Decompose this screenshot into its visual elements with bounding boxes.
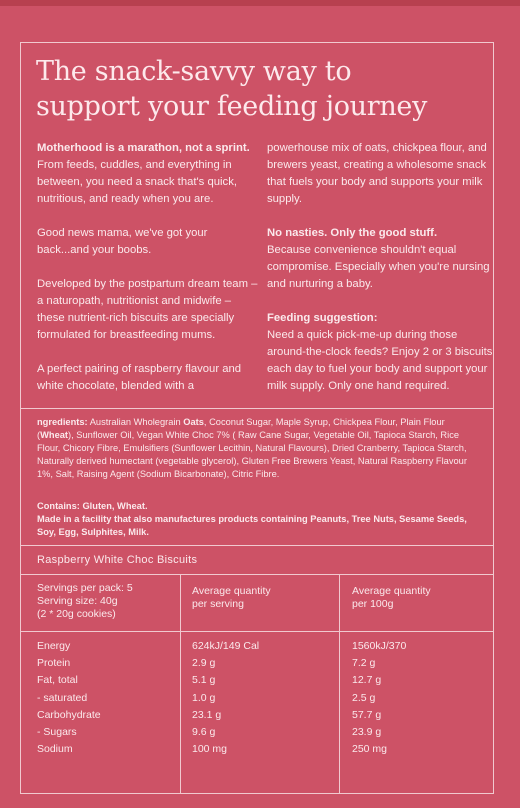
nutrient-label: Fat, total <box>37 674 78 687</box>
nutrient-label: - saturated <box>37 691 88 704</box>
header-per-serving-line-2: per serving <box>192 598 244 610</box>
nutrient-label: Protein <box>37 657 71 670</box>
feeding-paragraph <box>267 310 493 395</box>
divider-nutrition-top <box>21 545 493 546</box>
nutrient-per-100g: 12.7 g <box>352 674 382 687</box>
serving-info <box>37 582 133 621</box>
ingredients-part-1: Australian Wholegrain <box>89 417 181 427</box>
ingredients-text <box>37 416 477 481</box>
servings-per-pack: Servings per pack: 5 <box>37 582 133 594</box>
no-nasties-paragraph <box>267 225 493 293</box>
header-per-serving <box>192 585 271 611</box>
ingredient-oats: Oats <box>183 417 204 427</box>
headline-line-2: support your feeding journey <box>36 91 428 122</box>
headline <box>36 54 496 124</box>
no-nasties-text: Because convenience shouldn't equal compromise. Especially when you're nursing and nurturing a baby. <box>267 244 490 290</box>
ingredients-part-3: ), Sunflower Oil, Vegan White Choc 7% ( Raw Cane Sugar, Vegetable Oil, Tapioca Starch, Rice Flour, Chicory Fibre, Emulsifiers (Sunflower Lecithin, Natural Flavours), Dried Cranberry, Tapioca Starch, Naturally derived humectant (vegetable glycerol), Gluten Free Brewers Yeast, Natural Raspberry Flavour 1%, Salt, Raising Agent (Sodium Bicarbonate), Citric Fibre. <box>37 430 467 479</box>
ingredient-wheat: Wheat <box>40 430 69 440</box>
divider-nutrition-rows <box>21 631 493 632</box>
divider-ingredients <box>21 408 493 409</box>
intro-text: From feeds, cuddles, and everything in between, you need a snack that's quick, nutritious, and ready when you are. <box>37 159 237 205</box>
right-column <box>267 140 493 412</box>
facility-line: Made in a facility that also manufactures products containing Peanuts, Tree Nuts, Sesame Seeds, Soy, Egg, Sulphites, Milk. <box>37 514 467 537</box>
nutrient-per-serving: 2.9 g <box>192 657 216 670</box>
serving-detail: (2 * 20g cookies) <box>37 608 116 620</box>
nutrient-per-serving: 5.1 g <box>192 674 216 687</box>
feeding-text: Need a quick pick-me-up during those around-the-clock feeds? Enjoy 2 or 3 biscuits each day to fuel your body and support your milk supply. Only one hand required. <box>267 329 493 392</box>
nutrient-per-serving: 23.1 g <box>192 708 222 721</box>
contains-line: Contains: Gluten, Wheat. <box>37 501 148 511</box>
nutrient-per-100g: 1560kJ/370 <box>352 640 407 652</box>
left-column <box>37 140 259 412</box>
no-nasties-bold: No nasties. Only the good stuff. <box>267 227 438 239</box>
divider-nutrition-header <box>21 574 493 575</box>
good-news-paragraph: Good news mama, we've got your back...and your boobs. <box>37 227 208 256</box>
nutrient-per-serving: 624kJ/149 Cal <box>192 640 260 652</box>
nutrient-per-serving: 1.0 g <box>192 691 216 704</box>
ingredients-part-2: , Coconut Sugar, Maple Syrup, Chickpea Flour, Plain Flour ( <box>37 417 445 440</box>
serving-size: Serving size: 40g <box>37 595 118 607</box>
column-divider-1 <box>180 575 181 794</box>
top-edge <box>0 0 520 6</box>
nutrient-label: Energy <box>37 640 71 652</box>
allergen-statement <box>37 500 477 539</box>
intro-paragraph <box>37 140 259 208</box>
nutrient-per-serving: 9.6 g <box>192 726 216 738</box>
nutrient-per-100g: 57.7 g <box>352 708 382 721</box>
header-per-serving-line-1: Average quantity <box>192 585 271 597</box>
column-divider-2 <box>339 575 340 794</box>
ingredients-label: ngredients: <box>37 417 88 427</box>
header-per-100g <box>352 585 431 611</box>
nutrient-label: Sodium <box>37 743 73 756</box>
headline-line-1: The snack-savvy way to <box>36 56 352 87</box>
nutrient-per-100g: 2.5 g <box>352 691 376 704</box>
nutrient-per-100g: 7.2 g <box>352 657 376 670</box>
header-per-100g-line-2: per 100g <box>352 598 394 610</box>
developed-paragraph: Developed by the postpartum dream team – a naturopath, nutritionist and midwife – these nutrient-rich biscuits are specially formulated for breastfeeding mums. <box>37 278 258 341</box>
nutrient-per-serving: 100 mg <box>192 743 228 756</box>
header-per-100g-line-1: Average quantity <box>352 585 431 597</box>
nutrient-per-100g: 250 mg <box>352 743 388 756</box>
feeding-bold: Feeding suggestion: <box>267 312 378 324</box>
pairing-paragraph: A perfect pairing of raspberry flavour and white chocolate, blended with a <box>37 363 242 392</box>
intro-bold: Motherhood is a marathon, not a sprint. <box>37 142 250 154</box>
powerhouse-paragraph: powerhouse mix of oats, chickpea flour, and brewers yeast, creating a wholesome snack that fuels your body and supports your milk supply. <box>267 142 487 205</box>
nutrient-label: - Sugars <box>37 726 77 738</box>
nutrient-per-100g: 23.9 g <box>352 726 382 738</box>
nutrient-label: Carbohydrate <box>37 708 101 721</box>
nutrition-title: Raspberry White Choc Biscuits <box>37 554 198 566</box>
